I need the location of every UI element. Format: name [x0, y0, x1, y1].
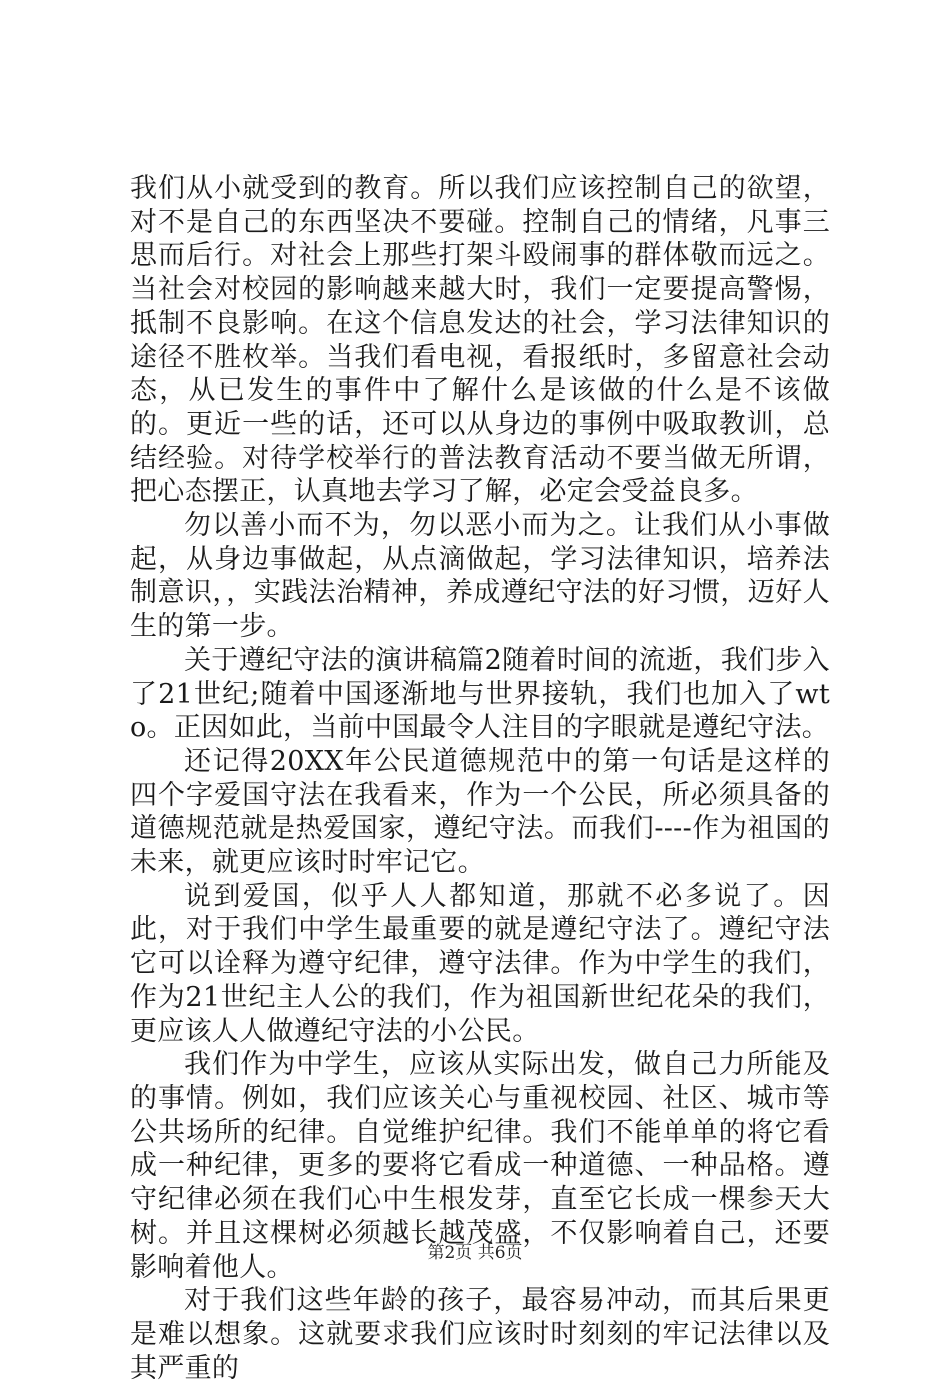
- page-footer: 第2页 共6页: [427, 1243, 523, 1263]
- paragraph-4: 还记得20XX年公民道德规范中的第一句话是这样的四个字爱国守法在我看来，作为一个公民，所必须具备的道德规范就是热爱国家，遵纪守法。而我们----作为祖国的未来，就更应该时时牢记它。: [130, 745, 830, 879]
- paragraph-2: 勿以善小而不为，勿以恶小而为之。让我们从小事做起，从身边事做起，从点滴做起，学习法律知识，培养法制意识，，实践法治精神，养成遵纪守法的好习惯，迈好人生的第一步。: [130, 510, 830, 643]
- paragraph-1: 我们从小就受到的教育。所以我们应该控制自己的欲望，对不是自己的东西坚决不要碰。控制自己的情绪，凡事三思而后行。对社会上那些打架斗殴闹事的群体敬而远之。当社会对校园的影响越来越大时，我们一定要提高警惕，抵制不良影响。在这个信息发达的社会，学习法律知识的途径不胜枚举。当我们看电视，看报纸时，多留意社会动态，从已发生的事件中了解什么是该做的什么是不该做的。更近一些的话，还可以从身边的事例中吸取教训，总结经验。对待学校举行的普法教育活动不要当做无所谓，把心态摆正，认真地去学习了解，必定会受益良多。: [130, 173, 830, 508]
- paragraph-5: 说到爱国，似乎人人都知道，那就不必多说了。因此，对于我们中学生最重要的就是遵纪守法了。遵纪守法它可以诠释为遵守纪律，遵守法律。作为中学生的我们，作为21世纪主人公的我们，作为祖国新世纪花朵的我们，更应该人人做遵纪守法的小公民。: [130, 880, 830, 1047]
- paragraph-7: 对于我们这些年龄的孩子，最容易冲动，而其后果更是难以想象。这就要求我们应该时时刻刻的牢记法律以及其严重的: [130, 1285, 830, 1384]
- document-body: [130, 172, 830, 1385]
- paragraph-3: 关于遵纪守法的演讲稿篇2随着时间的流逝，我们步入了21世纪;随着中国逐渐地与世界接轨，我们也加入了wto。正因如此，当前中国最令人注目的字眼就是遵纪守法。: [130, 644, 830, 744]
- paragraph-6: 我们作为中学生，应该从实际出发，做自己力所能及的事情。例如，我们应该关心与重视校园、社区、城市等公共场所的纪律。自觉维护纪律。我们不能单单的将它看成一种纪律，更多的要将它看成一种道德、一种品格。遵守纪律必须在我们心中生根发芽，直至它长成一棵参天大树。并且这棵树必须越长越茂盛，不仅影响着自己，还要影响着他人。: [130, 1049, 830, 1283]
